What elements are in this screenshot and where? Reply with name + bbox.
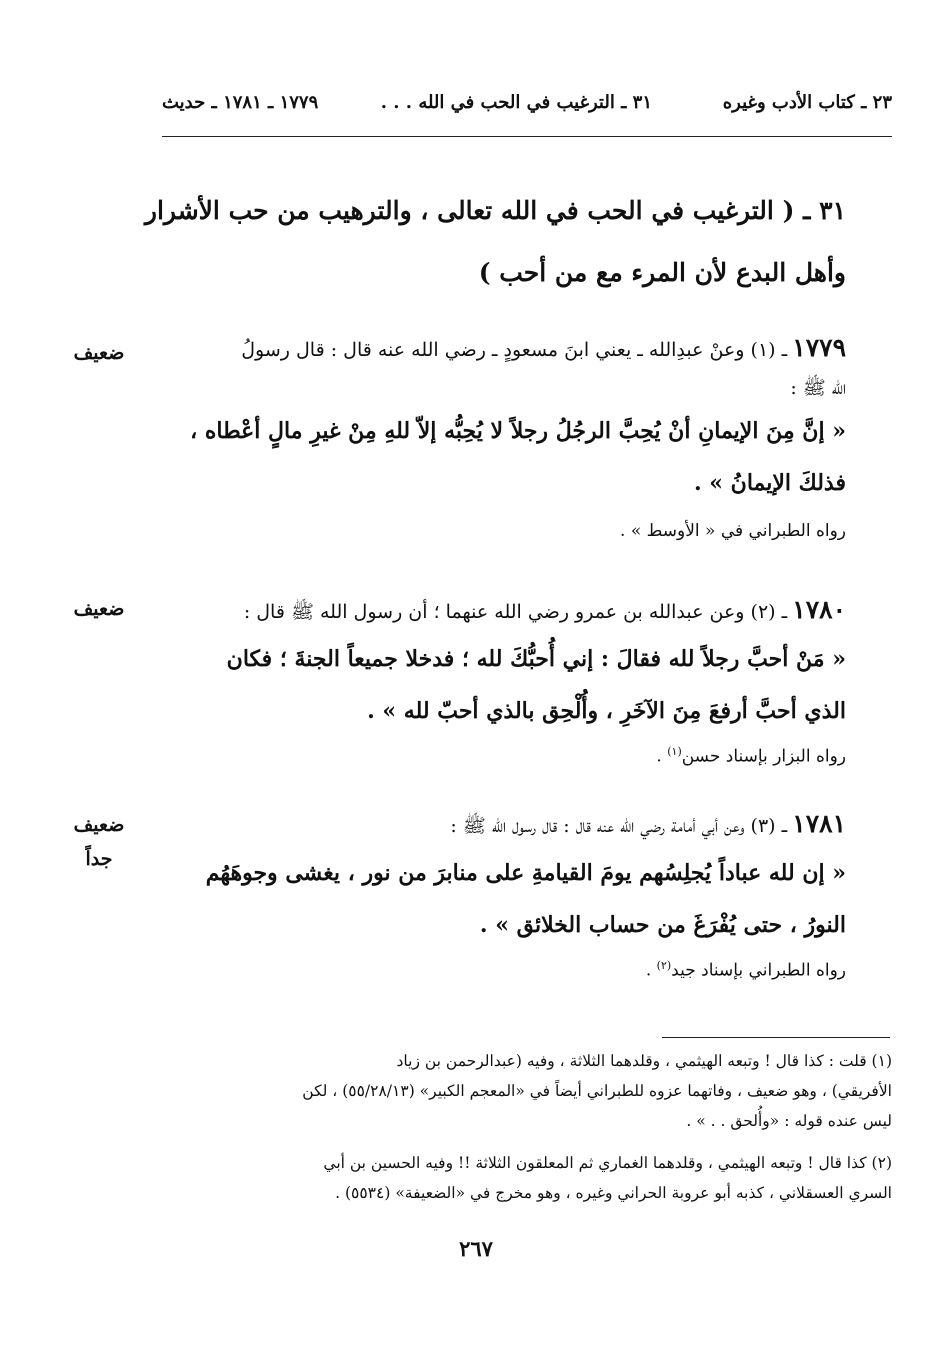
hadith-grade: ضعيف جداً	[73, 814, 125, 870]
footnote-2: (٢) كذا قال ! وتبعه الهيثمي ، وقلدهما الغماري ثم المعلقون الثلاثة !! وفيه الحسين بن أبي السري العسقلاني ، كذبه أبو عروبة الحراني وغيره ، وهو مخرج في «الضعيفة» (٥٥٣٤) .	[323, 1154, 892, 1202]
header-divider	[162, 136, 892, 137]
header-book-title: ٢٣ ـ كتاب الأدب وغيره	[722, 92, 892, 113]
footnote-marker: (٢)	[656, 959, 672, 972]
header-chapter-title: ٣١ ـ الترغيب في الحب في الله . . .	[380, 92, 652, 113]
hadith-matn-line: النورُ ، حتى يُفْرَغَ من حساب الخلائق » .	[479, 912, 846, 938]
footnote-divider	[662, 1037, 890, 1038]
hadith-1779	[156, 328, 846, 541]
hadith-matn-line: الذي أحبَّ أرفعَ مِنَ الآخَرِ ، وأُلْحِق بالذي أحبّ لله » .	[367, 698, 846, 724]
hadith-isnad: ـ (٢) وعن عبدالله بن عمرو رضي الله عنهما ؛ أن رسول الله ﷺ قال :	[243, 601, 788, 623]
hadith-number: ١٧٨١	[792, 809, 846, 838]
chapter-title-line-2: وأهل البدع لأن المرء مع من أحب )	[478, 258, 846, 287]
footnote-marker: (١)	[667, 745, 682, 758]
hadith-source: رواه الطبراني بإسناد جيد$^{(٢)}$ .	[645, 959, 846, 981]
hadith-number: ١٧٧٩	[792, 333, 846, 362]
hadith-grade: ضعيف	[73, 342, 125, 364]
hadith-matn-line: « إن لله عباداً يُجلِسُهم يومَ القيامةِ على منابرَ من نور ، يغشى وجوهَهُم	[205, 860, 846, 886]
hadith-number: ١٧٨٠	[792, 595, 846, 624]
footnote-1: (١) قلت : كذا قال ! وتبعه الهيثمي ، وقلدهما الثلاثة ، وفيه (عبدالرحمن بن زياد الأفريقي) ، وهو ضعيف ، وفاتهما عزوه للطبراني أيضاً في «المعجم الكبير» (٥٥/٢٨/١٣) ، لكن ليس عنده قوله : «وأُلحق . . » .	[302, 1052, 892, 1130]
hadith-matn-line: « مَنْ أحبَّ رجلاً لله فقالَ : إني أُحبُّكَ لله ؛ فدخلا جميعاً الجنةَ ؛ فكان	[226, 646, 846, 672]
hadith-1781	[156, 804, 846, 981]
hadith-source: رواه البزار بإسناد حسن$^{(١)}$ .	[656, 745, 846, 767]
hadith-matn-line: فذلكَ الإيمانُ » .	[693, 470, 846, 496]
page-number: ٢٦٧	[459, 1236, 493, 1261]
hadith-isnad-continued: الله ﷺ :	[790, 377, 846, 399]
hadith-grade: ضعيف	[73, 598, 125, 620]
hadith-matn-line: « إنَّ مِنَ الإيمانِ أنْ يُحِبَّ الرجُلُ رجلاً لا يُحِبُّه إلاّ للهِ مِنْ غيرِ مالٍ أعْطاه ،	[190, 418, 846, 444]
hadith-1780	[156, 590, 846, 767]
hadith-isnad: ـ (٣) وعن أبي أمامة رضي الله عنه قال : قال رسول الله ﷺ :	[450, 815, 788, 837]
hadith-source: رواه الطبراني في « الأوسط » .	[620, 521, 846, 541]
hadith-isnad: ـ (١) وعنْ عبدِالله ـ يعني ابنَ مسعودٍ ـ رضي الله عنه قال : قال رسولُ	[241, 339, 788, 361]
header-hadith-range: ١٧٧٩ ـ ١٧٨١ ـ حديث	[162, 92, 319, 113]
chapter-title-line-1: ٣١ ـ ( الترغيب في الحب في الله تعالى ، والترهيب من حب الأشرار	[144, 196, 846, 225]
